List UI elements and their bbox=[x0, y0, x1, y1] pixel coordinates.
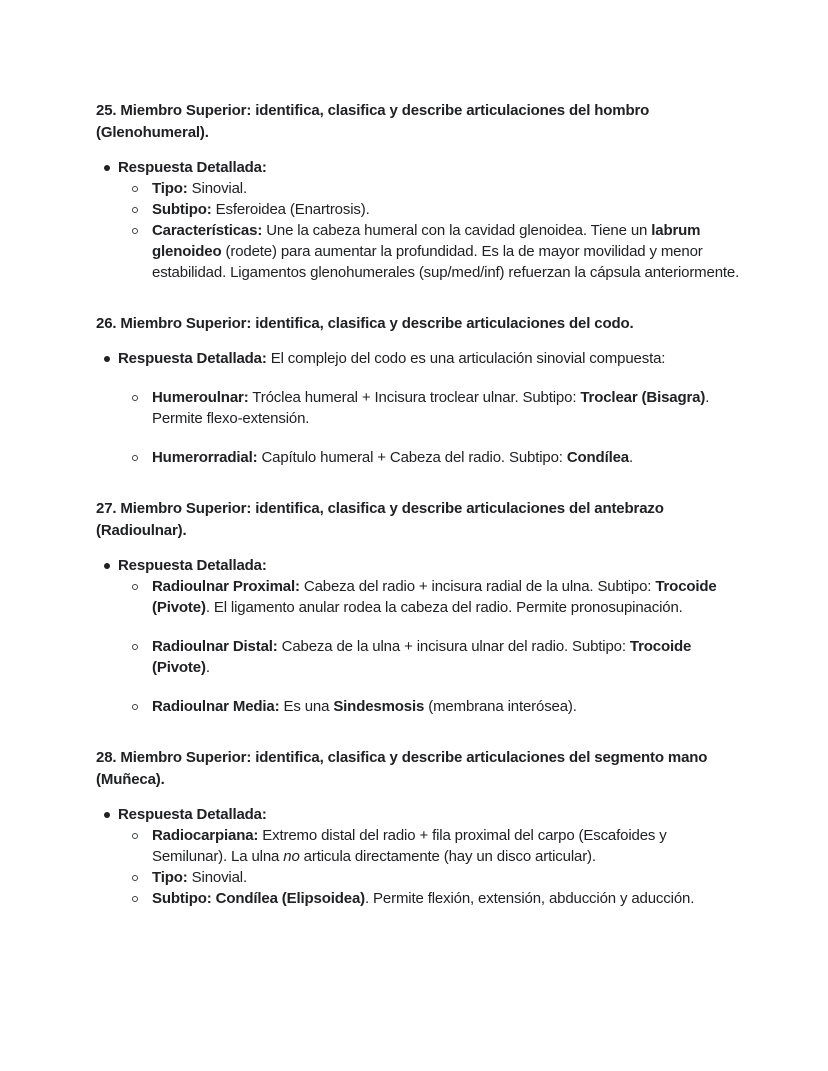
circle-bullet-icon bbox=[132, 207, 138, 213]
answer-bullet bbox=[96, 555, 744, 576]
document-content bbox=[96, 100, 744, 909]
answer-list bbox=[96, 804, 744, 909]
answer-sub-bullet bbox=[96, 220, 744, 283]
answer-text: Humeroulnar: Tróclea humeral + Incisura troclear ulnar. Subtipo: Troclear (Bisagra). Permite flexo-extensión. bbox=[152, 389, 710, 427]
answer-text: Radiocarpiana: Extremo distal del radio + fila proximal del carpo (Escafoides y Semilunar). La ulna no articula directamente (hay un disco articular). bbox=[152, 827, 667, 865]
disc-bullet-icon bbox=[104, 165, 110, 171]
circle-bullet-icon bbox=[132, 395, 138, 401]
answer-list bbox=[96, 157, 744, 283]
question-heading: 28. Miembro Superior: identifica, clasifica y describe articulaciones del segmento mano (Muñeca). bbox=[96, 749, 708, 788]
question-heading: 27. Miembro Superior: identifica, clasifica y describe articulaciones del antebrazo (Radioulnar). bbox=[96, 500, 664, 539]
answer-text: Tipo: Sinovial. bbox=[152, 869, 248, 886]
answer-text: Respuesta Detallada: bbox=[118, 806, 267, 823]
circle-bullet-icon bbox=[132, 455, 138, 461]
answer-sub-bullet bbox=[96, 696, 744, 717]
circle-bullet-icon bbox=[132, 186, 138, 192]
answer-text: Respuesta Detallada: bbox=[118, 159, 267, 176]
question-heading: 25. Miembro Superior: identifica, clasifica y describe articulaciones del hombro (Glenohumeral). bbox=[96, 102, 650, 141]
answer-text: Subtipo: Esferoidea (Enartrosis). bbox=[152, 201, 370, 218]
answer-text: Radioulnar Media: Es una Sindesmosis (membrana interósea). bbox=[152, 698, 577, 715]
answer-sub-bullet bbox=[96, 888, 744, 909]
disc-bullet-icon bbox=[104, 356, 110, 362]
answer-bullet bbox=[96, 157, 744, 178]
qa-section bbox=[96, 747, 744, 909]
circle-bullet-icon bbox=[132, 833, 138, 839]
answer-text: Respuesta Detallada: bbox=[118, 557, 267, 574]
answer-text: Características: Une la cabeza humeral con la cavidad glenoidea. Tiene un labrum glenoideo (rodete) para aumentar la profundidad. Es la de mayor movilidad y menor estabilidad. Ligamentos glenohumerales (sup/med/inf) refuerzan la cápsula anteriormente. bbox=[152, 222, 740, 281]
answer-sub-bullet bbox=[96, 576, 744, 618]
answer-sub-bullet bbox=[96, 178, 744, 199]
answer-text: Subtipo: Condílea (Elipsoidea). Permite flexión, extensión, abducción y aducción. bbox=[152, 890, 695, 907]
circle-bullet-icon bbox=[132, 896, 138, 902]
answer-sub-bullet bbox=[96, 447, 744, 468]
answer-text: Radioulnar Proximal: Cabeza del radio + incisura radial de la ulna. Subtipo: Trocoide (Pivote). El ligamento anular rodea la cabeza del radio. Permite pronosupinación. bbox=[152, 578, 717, 616]
question-heading: 26. Miembro Superior: identifica, clasifica y describe articulaciones del codo. bbox=[96, 315, 634, 332]
answer-sub-bullet bbox=[96, 636, 744, 678]
disc-bullet-icon bbox=[104, 812, 110, 818]
answer-text: Respuesta Detallada: El complejo del codo es una articulación sinovial compuesta: bbox=[118, 350, 666, 367]
answer-text: Radioulnar Distal: Cabeza de la ulna + incisura ulnar del radio. Subtipo: Trocoide (Pivote). bbox=[152, 638, 692, 676]
answer-sub-bullet bbox=[96, 867, 744, 888]
answer-text: Tipo: Sinovial. bbox=[152, 180, 248, 197]
circle-bullet-icon bbox=[132, 875, 138, 881]
answer-bullet bbox=[96, 804, 744, 825]
answer-bullet bbox=[96, 348, 744, 369]
circle-bullet-icon bbox=[132, 644, 138, 650]
circle-bullet-icon bbox=[132, 584, 138, 590]
answer-text: Humerorradial: Capítulo humeral + Cabeza del radio. Subtipo: Condílea. bbox=[152, 449, 634, 466]
answer-sub-bullet bbox=[96, 199, 744, 220]
qa-section bbox=[96, 313, 744, 468]
answer-sub-bullet bbox=[96, 387, 744, 429]
answer-sub-bullet bbox=[96, 825, 744, 867]
disc-bullet-icon bbox=[104, 563, 110, 569]
answer-list bbox=[96, 555, 744, 717]
qa-section bbox=[96, 100, 744, 283]
circle-bullet-icon bbox=[132, 228, 138, 234]
circle-bullet-icon bbox=[132, 704, 138, 710]
qa-section bbox=[96, 498, 744, 717]
answer-list bbox=[96, 348, 744, 468]
